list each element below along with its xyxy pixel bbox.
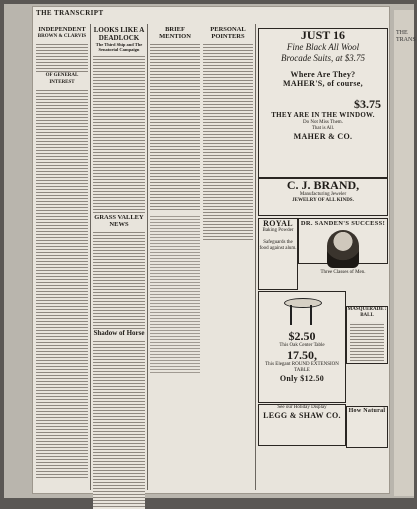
col1-news: OF GENERAL INTEREST <box>45 73 79 85</box>
col3-h1: BRIEF MENTION <box>159 26 191 40</box>
legg-firm: LEGG & SHAW CO. <box>263 411 341 420</box>
just16-who: MAHER'S, of course, <box>283 79 363 88</box>
just16-miss: Do Not Miss Them. <box>303 120 343 125</box>
just16-title: JUST 16 <box>300 28 346 42</box>
column-2 <box>93 26 145 490</box>
adjacent-page-right <box>394 10 414 496</box>
royal-ad <box>258 218 298 290</box>
just16-window: THEY ARE IN THE WINDOW. <box>271 111 375 119</box>
just16-q: Where Are They? <box>290 70 356 79</box>
masquerade-ad <box>346 306 388 364</box>
just16-firm: MAHER & CO. <box>293 132 353 141</box>
table-ad <box>258 291 346 403</box>
natural-ad <box>346 406 388 448</box>
col2-h1: LOOKS LIKE A DEADLOCK <box>93 26 145 42</box>
just16-line1: Fine Black All Wool <box>286 42 360 52</box>
just16-line2: Brocade Suits, at $3.75 <box>281 53 365 63</box>
brand-name: C. J. BRAND, <box>286 178 360 192</box>
brand-kinds: JEWELRY OF ALL KINDS. <box>292 198 354 203</box>
column-3 <box>150 26 200 490</box>
col2-text-a <box>93 54 145 214</box>
col2-text-b <box>93 230 145 330</box>
col2-h3: GRASS VALLEY NEWS <box>94 214 144 228</box>
edge-text: THE TRANS <box>396 30 416 43</box>
col2-h4: Shadow of Horse <box>93 329 145 337</box>
col3-h2: PERSONAL POINTERS <box>210 26 246 40</box>
masthead <box>36 9 246 17</box>
portrait-image <box>327 230 359 268</box>
masquerade-text <box>350 322 384 362</box>
table-body: This Oak Center Table <box>279 343 325 348</box>
column-rule <box>90 24 91 490</box>
column-1 <box>36 26 88 490</box>
table-price2: 17.50, <box>287 348 317 362</box>
royal-sub: Baking Powder <box>262 228 294 233</box>
column-rule <box>147 24 148 490</box>
just16-all: That is All. <box>311 126 335 131</box>
brand-ad <box>258 178 388 216</box>
table-illustration <box>280 296 324 326</box>
maher-ad <box>258 28 388 178</box>
col3-text-b <box>150 214 200 374</box>
brand-title: Manufacturing Jeweler <box>299 192 347 197</box>
just16-price: $3.75 <box>354 97 381 111</box>
royal-name: ROYAL <box>263 219 293 228</box>
table-note: This Elegant ROUND EXTENSION TABLE <box>265 362 339 373</box>
col2-text-c <box>93 339 145 509</box>
col3-text-a <box>150 42 200 212</box>
column-4 <box>203 26 253 490</box>
table-price1: $2.50 <box>288 329 316 343</box>
col1-title: INDEPENDENT <box>38 26 86 33</box>
sanden-title: DR. SANDEN'S SUCCESS! <box>300 220 386 227</box>
table-only: Only $12.50 <box>279 374 325 383</box>
legg-ad <box>258 404 346 446</box>
sanden-caption: Three Classes of Men. <box>320 270 366 275</box>
sanden-ad <box>298 218 388 275</box>
masquerade-title: MASQUERADE : BALL <box>347 307 387 318</box>
masthead-left: THE TRANSCRIPT <box>36 9 104 17</box>
natural-text: How Natural <box>348 408 386 414</box>
legg-line: See our Holiday Display <box>277 405 327 410</box>
col1-sub: BROWN & CLARVIS <box>37 34 87 39</box>
col1-text-a <box>36 42 88 72</box>
col1-text-b <box>36 88 88 478</box>
newspaper-page <box>32 6 390 494</box>
royal-body: Safeguards the food against alum. <box>259 240 297 251</box>
col2-h2: The Third Ship and The Senatorial Campaign <box>95 42 143 52</box>
col4-text-a <box>203 42 253 242</box>
column-rule <box>255 24 256 490</box>
